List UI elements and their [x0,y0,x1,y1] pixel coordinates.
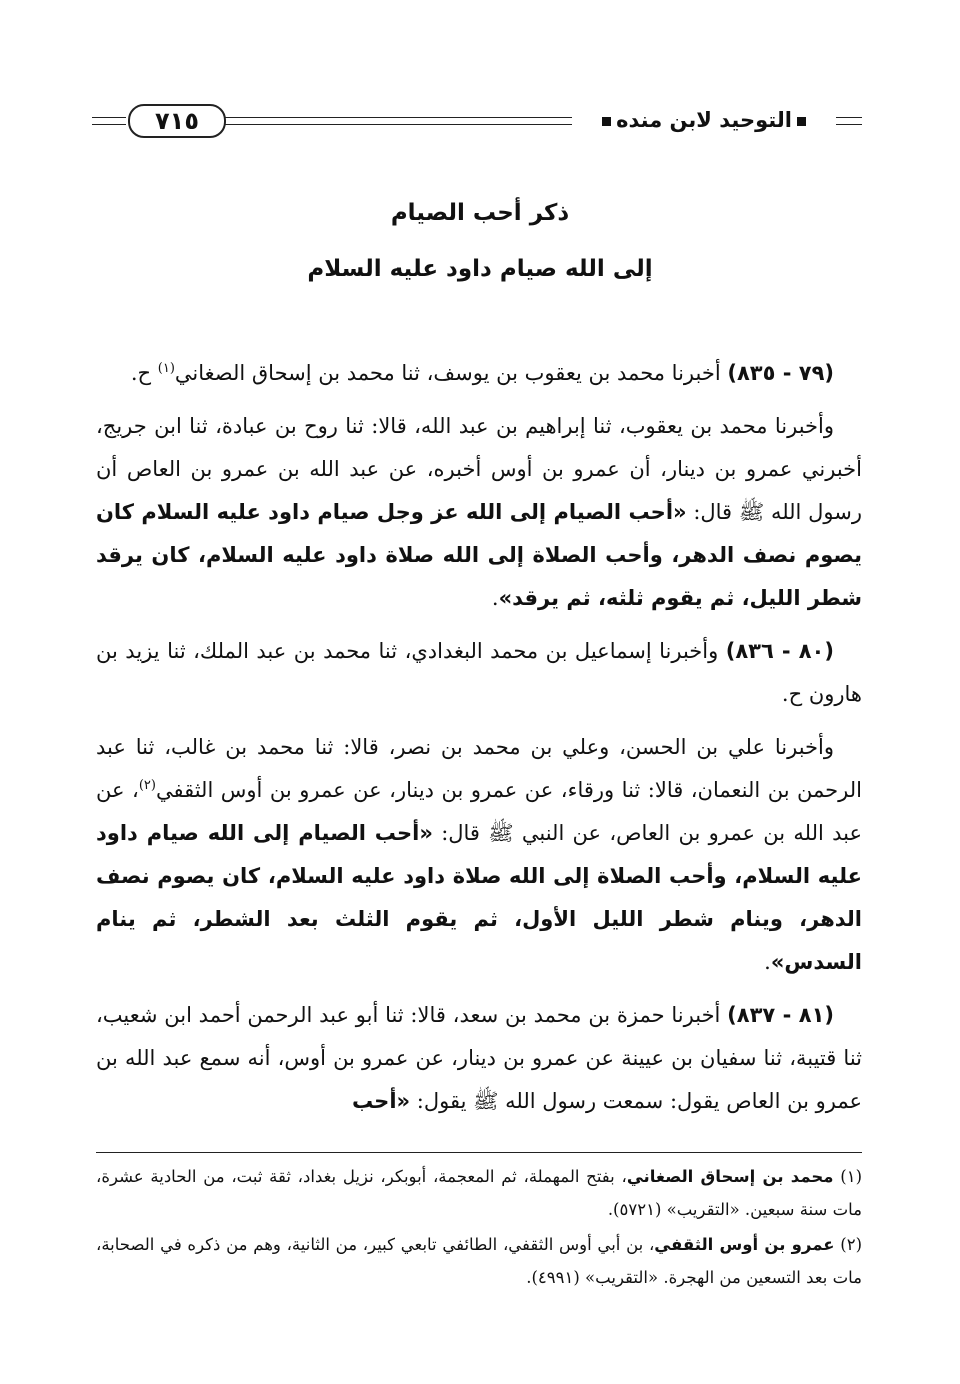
footnote-text: ، بفتح المهملة، ثم المعجمة، أبوبكر، نزيل بغداد، ثقة ثبت، من الحادية عشرة، مات سنة سبعين. «التقريب» (٥٧٢١). [96,1167,862,1219]
main-text [96,352,862,1133]
header-rule-right [836,117,862,125]
footnote-ref: (٢) [138,778,156,793]
hadith-number: (٨١ - ٨٣٧) [727,1003,834,1027]
running-title-text: التوحيد لابن منده [616,108,792,132]
hadith-text: وأخبرنا علي بن الحسن، وعلي بن محمد بن نصر، قالا: ثنا محمد بن غالب، ثنا عبد الرحمن بن النعمان، قالا: ثنا ورقاء، عن عمرو بن دينار، عن عمرو بن أوس الثقفي [96,735,862,802]
square-bullet-icon [797,117,806,126]
hadith-text-tail: . [764,950,771,974]
hadith-835-chain [96,405,862,620]
hadith-text-2: ، عن عبد الله بن عمرو بن العاص، عن النبي ﷺ قال: [96,778,862,845]
header-rule-middle [224,117,572,125]
running-title [576,104,832,136]
hadith-text: أخبرنا حمزة بن محمد بن سعد، قالا: ثنا أبو عبد الرحمن أحمد ابن شعيب، ثنا قتيبة، ثنا سفيان بن عيينة عن عمرو بن دينار، عن عمرو بن أوس، أنه سمع عبد الله بن عمرو بن العاص يقول: سمعت رسول الله ﷺ يقول: [96,1003,862,1113]
section-title-line1: ذكر أحب الصيام [390,200,570,226]
hadith-836-chain [96,726,862,984]
footnote-number: (٢) [840,1235,863,1254]
footnote-name: عمرو بن أوس الثقفي [654,1235,835,1254]
footnote-name: محمد بن إسحاق الصغاني [626,1167,834,1186]
footnote-2 [96,1228,862,1294]
hadith-text-tail: ح. [130,361,158,385]
page-number: ٧١٥ [128,104,226,138]
footnote-number: (١) [840,1167,862,1186]
page-header [92,100,862,140]
header-rule-left [92,117,126,125]
hadith-836 [96,630,862,716]
hadith-matn: «أحب الصيام إلى الله عز وجل صيام داود عليه السلام كان يصوم نصف الدهر، وأحب الصلاة إلى الله صلاة داود عليه السلام، كان يرقد شطر الليل، ثم يقوم ثلثه، ثم يرقد» [96,500,862,610]
footnote-separator [96,1152,862,1153]
hadith-837 [96,994,862,1123]
hadith-number: (٧٩ - ٨٣٥) [727,361,834,385]
square-bullet-icon [602,117,611,126]
section-title-line2: إلى الله صيام داود عليه السلام [307,256,653,282]
hadith-text: وأخبرنا محمد بن يعقوب، ثنا إبراهيم بن عبد الله، قالا: ثنا روح بن عبادة، ثنا ابن جريج، أخبرني عمرو بن دينار، أن عمرو بن أوس أخبره، عن عبد الله بن عمرو بن العاص أن رسول الله ﷺ قال: [96,414,862,524]
footnote-ref: (١) [157,361,175,376]
hadith-matn: «أحب الصيام إلى الله صيام داود عليه السلام، وأحب الصلاة إلى الله صلاة داود عليه السلام، كان يصوم نصف الدهر، وينام شطر الليل الأول، ثم يقوم الثلث بعد الشطر، ثم ينام السدس» [96,821,862,974]
footnotes [96,1160,862,1296]
hadith-matn: «أحب [351,1089,411,1113]
footnote-1 [96,1160,862,1226]
hadith-text-tail: . [491,586,499,610]
hadith-835 [96,352,862,395]
hadith-number: (٨٠ - ٨٣٦) [725,639,834,663]
hadith-text: أخبرنا محمد بن يعقوب بن يوسف، ثنا محمد بن إسحاق الصغاني [174,361,728,385]
hadith-text: وأخبرنا إسماعيل بن محمد البغدادي، ثنا محمد بن عبد الملك، ثنا يزيد بن هارون ح. [96,639,862,706]
footnote-text: ، بن أبي أوس الثقفي، الطائفي تابعي كبير، من الثانية، وهم من ذكره في الصحابة، مات بعد التسعين من الهجرة. «التقريب» (٤٩٩١). [96,1235,862,1287]
